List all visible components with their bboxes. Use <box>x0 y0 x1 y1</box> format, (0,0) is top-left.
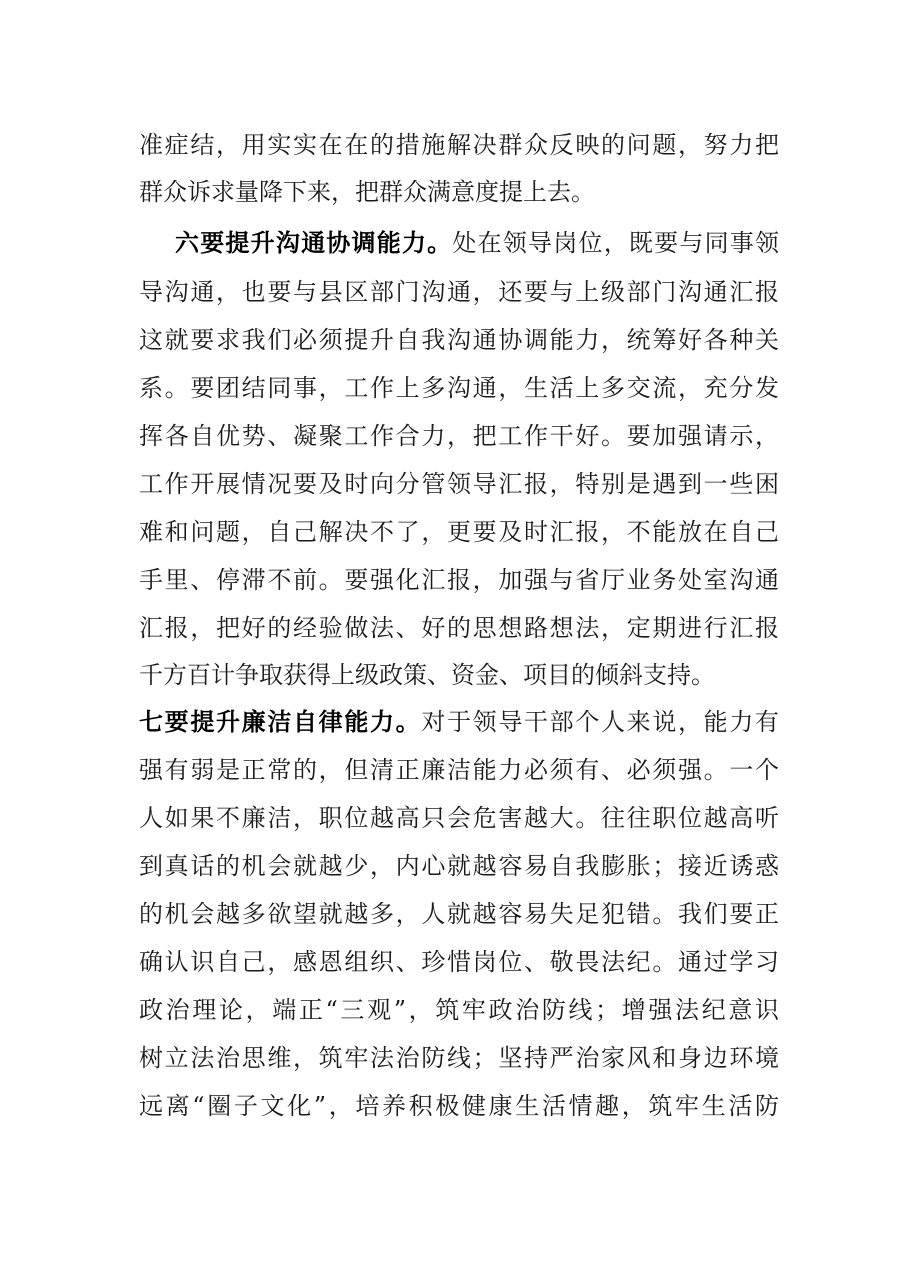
paragraph-3-line-4: 到真话的机会就越少，内心就越容易自我膨胀；接近诱惑 <box>139 852 779 880</box>
paragraph-2-line-3: 这就要求我们必须提升自我沟通协调能力，统筹好各种关 <box>139 326 779 354</box>
paragraph-3-line-9: 远离“圈子文化”，培养积极健康生活情趣，筑牢生活防 <box>139 1092 779 1120</box>
paragraph-2-line-8: 手里、停滞不前。要强化汇报，加强与省厅业务处室沟通 <box>139 566 779 594</box>
paragraph-2-line-6: 工作开展情况要及时向分管领导汇报，特别是遇到一些困 <box>139 470 779 498</box>
paragraph-2-line-7: 难和问题，自己解决不了，更要及时汇报，不能放在自己 <box>139 518 779 546</box>
paragraph-3-heading: 七要提升廉洁自律能力。 <box>139 707 422 736</box>
paragraph-1-line-1: 准症结，用实实在在的措施解决群众反映的问题，努力把 <box>139 131 779 159</box>
paragraph-3-line-2: 强有弱是正常的，但清正廉洁能力必须有、必须强。一个 <box>139 756 779 784</box>
paragraph-2-line-10: 千方百计争取获得上级政策、资金、项目的倾斜支持。 <box>139 661 715 689</box>
paragraph-1-line-2: 群众诉求量降下来，把群众满意度提上去。 <box>139 178 595 206</box>
paragraph-3-line-3: 人如果不廉洁，职位越高只会危害越大。往往职位越高听 <box>139 804 779 832</box>
paragraph-2-heading: 六要提升沟通协调能力。 <box>175 228 453 257</box>
paragraph-3-line-1-rest: 对于领导干部个人来说，能力有 <box>421 708 779 736</box>
paragraph-2-line-4: 系。要团结同事，工作上多沟通，生活上多交流，充分发 <box>139 374 779 402</box>
paragraph-3-line-7: 政治理论，端正“三观”，筑牢政治防线；增强法纪意识 <box>139 996 779 1024</box>
paragraph-3-line-1 <box>139 702 779 742</box>
paragraph-3-line-5: 的机会越多欲望就越多，人就越容易失足犯错。我们要正 <box>139 900 779 928</box>
paragraph-2-line-1 <box>175 223 779 263</box>
paragraph-2-line-2: 导沟通，也要与县区部门沟通，还要与上级部门沟通汇报 <box>139 278 779 306</box>
paragraph-3-line-8: 树立法治思维，筑牢法治防线；坚持严治家风和身边环境 <box>139 1044 779 1072</box>
paragraph-3-line-6: 确认识自己，感恩组织、珍惜岗位、敬畏法纪。通过学习 <box>139 948 779 976</box>
paragraph-2-line-5: 挥各自优势、凝聚工作合力，把工作干好。要加强请示， <box>139 422 779 450</box>
paragraph-2-line-9: 汇报，把好的经验做法、好的思想路想法，定期进行汇报 <box>139 614 779 642</box>
paragraph-2-line-1-rest: 处在领导岗位，既要与同事领 <box>452 229 779 257</box>
